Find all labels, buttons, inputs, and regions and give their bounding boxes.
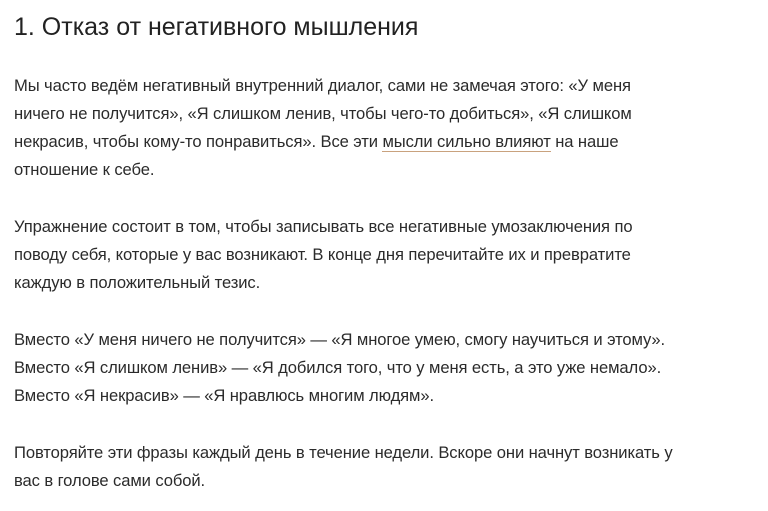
text-fragment: некрасив, чтобы кому-то понравиться». Все эти: [14, 132, 383, 151]
text-line: Повторяйте эти фразы каждый день в течение недели. Вскоре они начнут возникать у: [14, 443, 673, 462]
paragraph-exercise: [14, 213, 754, 297]
paragraph-negative-dialog: [14, 72, 754, 184]
text-line: Вместо «Я некрасив» — «Я нравлюсь многим людям».: [14, 386, 435, 405]
text-line: ничего не получится», «Я слишком ленив, чтобы чего-то добиться», «Я слишком: [14, 104, 632, 123]
paragraph-repeat: [14, 439, 754, 495]
text-line: Вместо «У меня ничего не получится» — «Я многое умею, смогу научиться и этому».: [14, 330, 666, 349]
thoughts-influence-link[interactable]: мысли сильно влияют: [382, 132, 551, 151]
text-fragment: на наше: [550, 132, 619, 151]
section-heading: 1. Отказ от негативного мышления: [14, 13, 419, 41]
text-line: поводу себя, которые у вас возникают. В конце дня перечитайте их и превратите: [14, 245, 631, 264]
text-line: Упражнение состоит в том, чтобы записывать все негативные умозаключения по: [14, 217, 633, 236]
text-line: Вместо «Я слишком ленив» — «Я добился того, что у меня есть, а это уже немало».: [14, 358, 662, 377]
text-line: Мы часто ведём негативный внутренний диалог, сами не замечая этого: «У меня: [14, 76, 631, 95]
text-line: [14, 128, 754, 156]
paragraph-examples: [14, 326, 754, 410]
text-line: отношение к себе.: [14, 160, 155, 179]
text-line: вас в голове сами собой.: [14, 471, 206, 490]
text-line: каждую в положительный тезис.: [14, 273, 261, 292]
